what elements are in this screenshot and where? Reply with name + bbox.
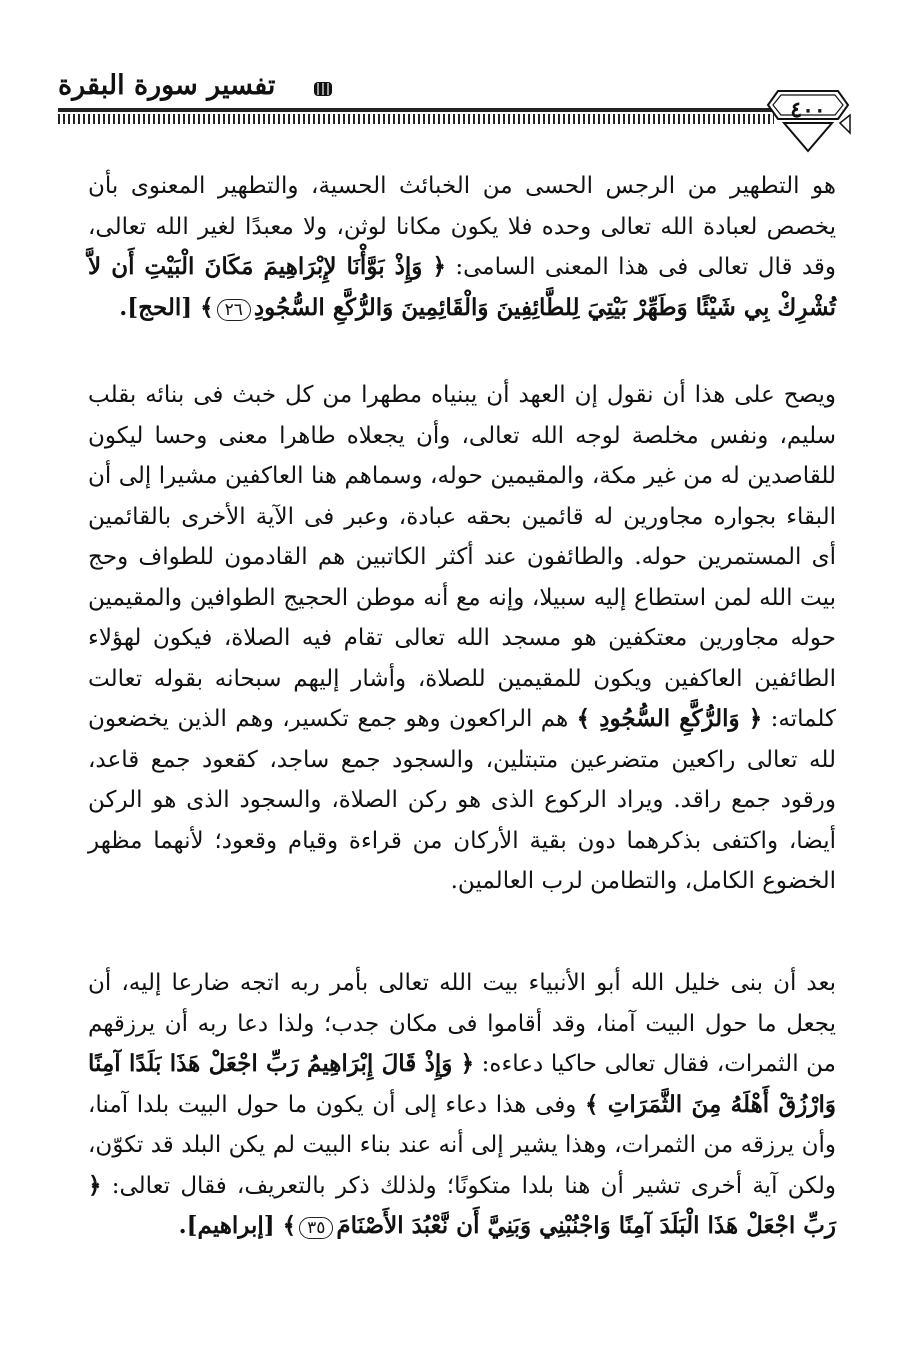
quran-verse-end: ﴾ [إبراهيم]. [178, 1212, 297, 1239]
quran-verse: ﴿ وَإِذْ قَالَ إِبْرَاهِيمُ رَبِّ اجْعَلْ هَذَا بَلَدًا آمِنًا وَارْزُقْ أَهْلَهُ مِنَ الثَّمَرَاتِ ﴾ [88, 1050, 836, 1118]
paragraph-text: هو التطهير من الرجس الحسى من الخبائث الحسية، والتطهير المعنوى بأن يخصص لعبادة الله تعالى وحده فلا يكون مكانا لوثن، ولا معبدًا لغير الله تعالى، وقد قال تعالى فى هذا المعنى السامى: [88, 173, 836, 280]
quran-verse-end: ﴾ [الحج]. [119, 293, 214, 321]
header-hatched-rule [58, 114, 774, 124]
paragraph-2 [88, 375, 836, 902]
paragraph-text: ويصح على هذا أن نقول إن العهد أن يبنياه مطهرا من كل خبث فى بنائه بقلب سليم، ونفس مخلصة لوجه الله تعالى، وأن يجعلاه طاهرا معنى وحسا ليكون للقاصدين له من غير مكة، والمقيمين حوله، وسماهم هنا العاكفين مشيرا إلى أن البقاء بجواره مجاورين له قائمين بحقه عبادة، وعبر فى الآية الأخرى بالقائمين أى المستمرين حوله. والطائفون عند أكثر الكاتبين هم القادمون للطواف وحج بيت الله لمن استطاع إليه سبيلا، وإنه مع أنه موطن الحجيج الطوافين والمقيمين حوله مجاورين معتكفين هو مسجد الله تعالى تقام فيه الصلاة، فيكون لهؤلاء الطائفين العاكفين ويكون للمقيمين للصلاة، وأشار إليهم سبحانه بقوله تعالت كلماته: [88, 382, 836, 732]
paragraph-text: بعد أن بنى خليل الله أبو الأنبياء بيت الله تعالى بأمر ربه اتجه ضارعا إليه، أن يجعل ما حول البيت آمنا، وقد أقاموا فى مكان جدب؛ ولذا دعا ربه أن يرزقهم من الثمرات، فقال تعالى حاكيا دعاءه: [88, 970, 836, 1077]
quran-verse: ﴿ وَإِذْ بَوَّأْنَا لإِبْرَاهِيمَ مَكَانَ الْبَيْتِ أَن لاَّ تُشْرِكْ بِي شَيْئًا وَطَهِّرْ بَيْتِيَ لِلطَّائِفِينَ وَالْقَائِمِينَ وَالرُّكَّعِ السُّجُودِ [88, 253, 836, 321]
ayah-number-mark: ٢٦ [217, 299, 251, 321]
header-rule [58, 108, 774, 112]
quran-verse: ﴿ وَالرُّكَّعِ السُّجُودِ ﴾ [576, 705, 763, 732]
flower-ornament-icon [312, 80, 334, 98]
page-number: ٤٠٠ [790, 97, 826, 123]
paragraph-3 [88, 963, 836, 1247]
ayah-number-mark: ٣٥ [299, 1217, 333, 1239]
paragraph-text: هم الراكعون وهو جمع تكسير، وهم الذين يخضعون لله تعالى راكعين متضرعين متبتلين، والسجود جمع ساجد، كقعود جمع قاعد، ورقود جمع راقد. ويراد الركوع الذى هو ركن الصلاة، والسجود الذى هو الركن أيضا، واكتفى بذكرهما دون بقية الأركان من قراءة وقيام وقعود؛ لأنهما مظهر الخضوع الكامل، والتطامن لرب العالمين. [88, 706, 836, 894]
running-header-title: تفسير سورة البقرة [58, 70, 276, 101]
paragraph-1 [88, 166, 836, 328]
paragraph-text: وفى هذا دعاء إلى أن يكون ما حول البيت بلدا آمنا، وأن يرزقه من الثمرات، وهذا يشير إلى أنه عند بناء البيت لم يكن البلد قد تكوّن، ولكن آية أخرى تشير أن هنا بلدا متكونًا؛ ولذلك ذكر بالتعريف، فقال تعالى: [88, 1091, 836, 1199]
quran-verse: ﴿ رَبِّ اجْعَلْ هَذَا الْبَلَدَ آمِنًا وَاجْنُبْنِي وَبَنِيَّ أَن نَّعْبُدَ الأَصْنَامَ [88, 1171, 836, 1239]
